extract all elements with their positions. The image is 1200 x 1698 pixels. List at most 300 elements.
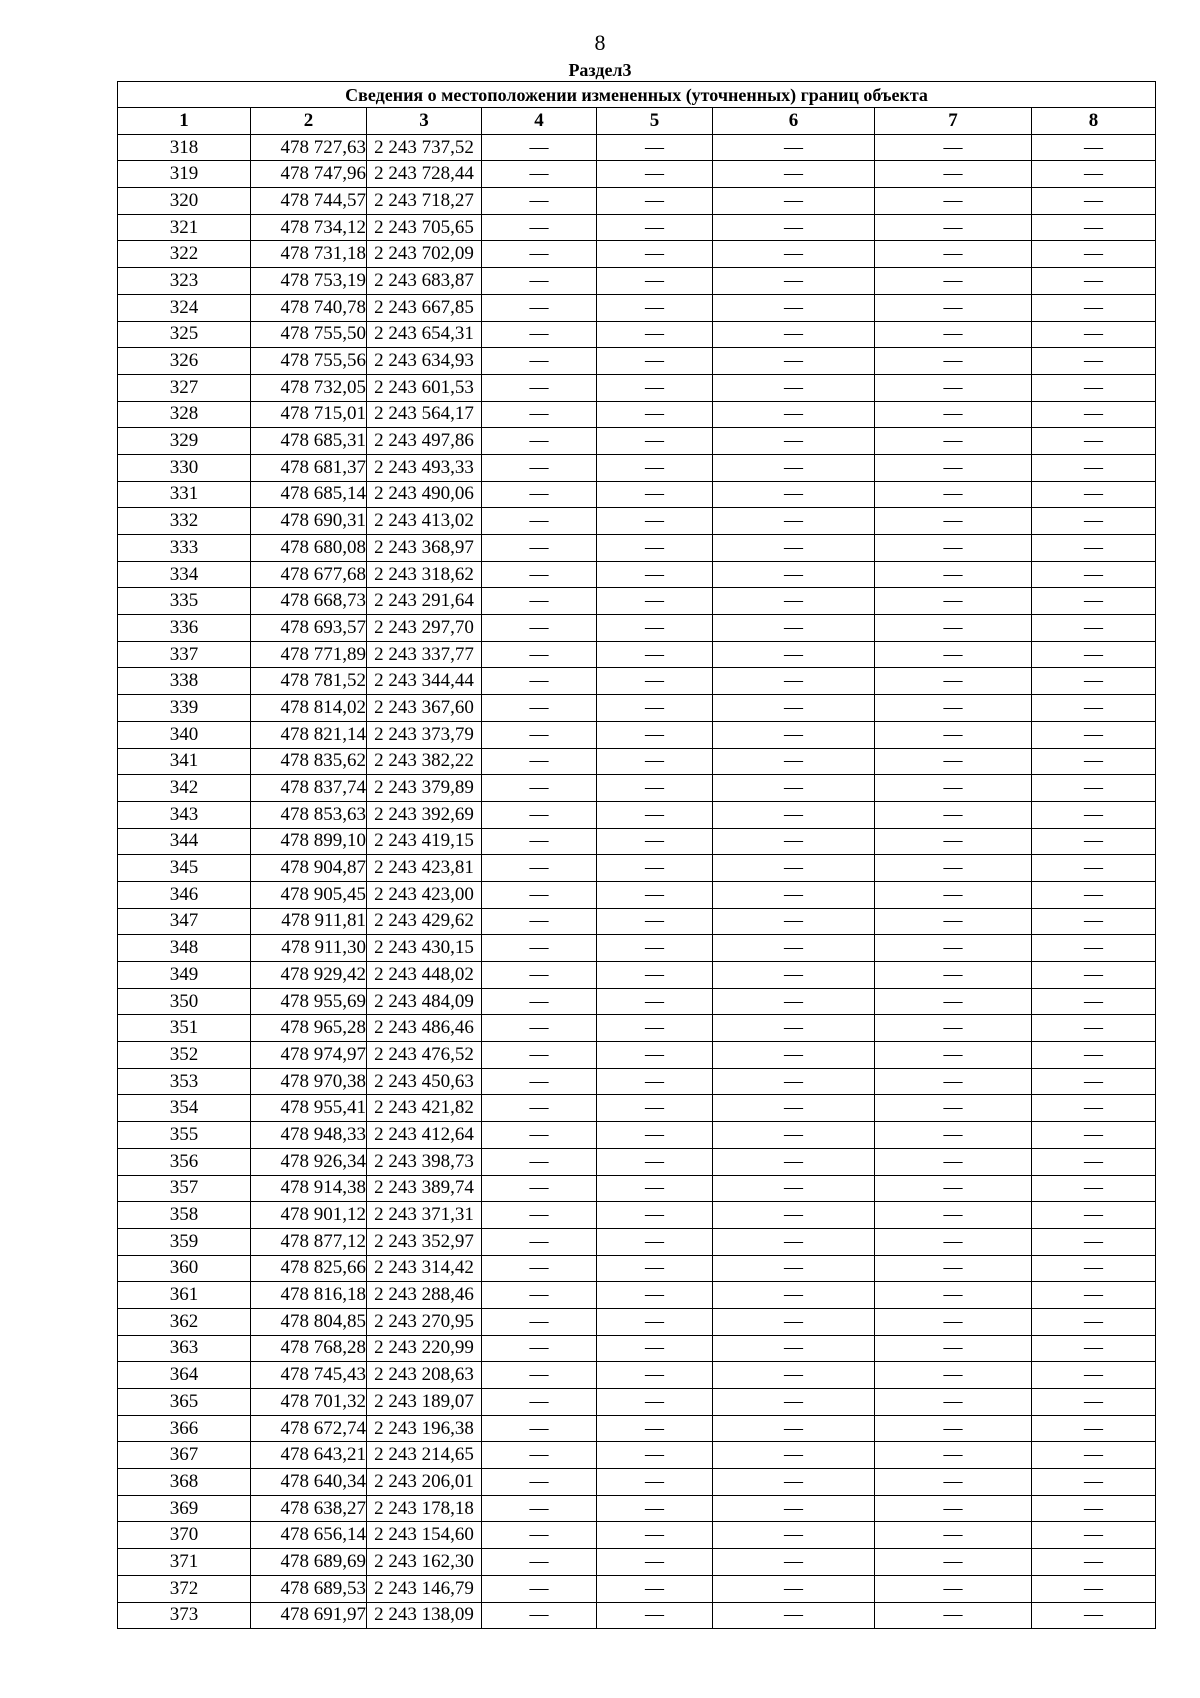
empty-value-cell: — xyxy=(482,214,597,241)
table-row xyxy=(118,1415,1156,1442)
column-header-6: 6 xyxy=(713,108,875,135)
table-row xyxy=(118,454,1156,481)
empty-value-cell: — xyxy=(713,1575,875,1602)
empty-value-cell: — xyxy=(713,908,875,935)
empty-value-cell: — xyxy=(875,561,1032,588)
caption-row xyxy=(118,82,1156,108)
table-row xyxy=(118,1282,1156,1309)
table-row xyxy=(118,721,1156,748)
empty-value-cell: — xyxy=(482,935,597,962)
empty-value-cell: — xyxy=(597,241,713,268)
table-row xyxy=(118,1389,1156,1416)
point-number-cell: 323 xyxy=(118,268,251,295)
y-coordinate-cell: 2 243 490,06 xyxy=(367,481,482,508)
empty-value-cell: — xyxy=(1032,454,1156,481)
empty-value-cell: — xyxy=(597,695,713,722)
point-number-cell: 334 xyxy=(118,561,251,588)
x-coordinate-cell: 478 835,62 xyxy=(251,748,367,775)
x-coordinate-cell: 478 745,43 xyxy=(251,1362,367,1389)
table-row xyxy=(118,641,1156,668)
x-coordinate-cell: 478 926,34 xyxy=(251,1148,367,1175)
point-number-cell: 345 xyxy=(118,855,251,882)
empty-value-cell: — xyxy=(875,588,1032,615)
empty-value-cell: — xyxy=(1032,1522,1156,1549)
point-number-cell: 337 xyxy=(118,641,251,668)
table-row xyxy=(118,1575,1156,1602)
empty-value-cell: — xyxy=(482,1389,597,1416)
empty-value-cell: — xyxy=(713,1335,875,1362)
empty-value-cell: — xyxy=(597,508,713,535)
empty-value-cell: — xyxy=(875,1015,1032,1042)
empty-value-cell: — xyxy=(713,1015,875,1042)
empty-value-cell: — xyxy=(482,748,597,775)
empty-value-cell: — xyxy=(713,1122,875,1149)
point-number-cell: 370 xyxy=(118,1522,251,1549)
point-number-cell: 358 xyxy=(118,1202,251,1229)
empty-value-cell: — xyxy=(875,134,1032,161)
empty-value-cell: — xyxy=(482,1522,597,1549)
y-coordinate-cell: 2 243 421,82 xyxy=(367,1095,482,1122)
empty-value-cell: — xyxy=(597,481,713,508)
point-number-cell: 366 xyxy=(118,1415,251,1442)
empty-value-cell: — xyxy=(875,1442,1032,1469)
empty-value-cell: — xyxy=(875,214,1032,241)
x-coordinate-cell: 478 899,10 xyxy=(251,828,367,855)
y-coordinate-cell: 2 243 705,65 xyxy=(367,214,482,241)
empty-value-cell: — xyxy=(1032,988,1156,1015)
empty-value-cell: — xyxy=(1032,268,1156,295)
table-row xyxy=(118,1228,1156,1255)
empty-value-cell: — xyxy=(482,1042,597,1069)
point-number-cell: 341 xyxy=(118,748,251,775)
y-coordinate-cell: 2 243 412,64 xyxy=(367,1122,482,1149)
table-row xyxy=(118,1175,1156,1202)
empty-value-cell: — xyxy=(1032,561,1156,588)
empty-value-cell: — xyxy=(482,454,597,481)
table-row xyxy=(118,1202,1156,1229)
point-number-cell: 319 xyxy=(118,161,251,188)
empty-value-cell: — xyxy=(713,1095,875,1122)
empty-value-cell: — xyxy=(713,454,875,481)
empty-value-cell: — xyxy=(1032,1148,1156,1175)
empty-value-cell: — xyxy=(482,1575,597,1602)
empty-value-cell: — xyxy=(597,748,713,775)
table-body xyxy=(118,134,1156,1629)
y-coordinate-cell: 2 243 484,09 xyxy=(367,988,482,1015)
empty-value-cell: — xyxy=(482,374,597,401)
empty-value-cell: — xyxy=(875,748,1032,775)
table-row xyxy=(118,508,1156,535)
x-coordinate-cell: 478 755,50 xyxy=(251,321,367,348)
empty-value-cell: — xyxy=(1032,1362,1156,1389)
empty-value-cell: — xyxy=(597,1415,713,1442)
empty-value-cell: — xyxy=(597,828,713,855)
table-row xyxy=(118,188,1156,215)
empty-value-cell: — xyxy=(875,535,1032,562)
empty-value-cell: — xyxy=(875,1495,1032,1522)
table-row xyxy=(118,294,1156,321)
y-coordinate-cell: 2 243 208,63 xyxy=(367,1362,482,1389)
empty-value-cell: — xyxy=(482,268,597,295)
point-number-cell: 325 xyxy=(118,321,251,348)
point-number-cell: 352 xyxy=(118,1042,251,1069)
x-coordinate-cell: 478 768,28 xyxy=(251,1335,367,1362)
empty-value-cell: — xyxy=(482,508,597,535)
table-row xyxy=(118,1495,1156,1522)
empty-value-cell: — xyxy=(1032,321,1156,348)
x-coordinate-cell: 478 677,68 xyxy=(251,561,367,588)
point-number-cell: 357 xyxy=(118,1175,251,1202)
empty-value-cell: — xyxy=(482,1202,597,1229)
empty-value-cell: — xyxy=(713,241,875,268)
empty-value-cell: — xyxy=(1032,1068,1156,1095)
empty-value-cell: — xyxy=(597,134,713,161)
empty-value-cell: — xyxy=(482,801,597,828)
empty-value-cell: — xyxy=(482,321,597,348)
y-coordinate-cell: 2 243 423,00 xyxy=(367,881,482,908)
point-number-cell: 355 xyxy=(118,1122,251,1149)
empty-value-cell: — xyxy=(482,1362,597,1389)
empty-value-cell: — xyxy=(597,268,713,295)
y-coordinate-cell: 2 243 634,93 xyxy=(367,348,482,375)
table-row xyxy=(118,801,1156,828)
table-row xyxy=(118,1335,1156,1362)
empty-value-cell: — xyxy=(1032,721,1156,748)
empty-value-cell: — xyxy=(713,1308,875,1335)
empty-value-cell: — xyxy=(597,1549,713,1576)
empty-value-cell: — xyxy=(482,161,597,188)
empty-value-cell: — xyxy=(597,214,713,241)
empty-value-cell: — xyxy=(875,1469,1032,1496)
empty-value-cell: — xyxy=(1032,294,1156,321)
x-coordinate-cell: 478 747,96 xyxy=(251,161,367,188)
x-coordinate-cell: 478 877,12 xyxy=(251,1228,367,1255)
point-number-cell: 367 xyxy=(118,1442,251,1469)
point-number-cell: 353 xyxy=(118,1068,251,1095)
empty-value-cell: — xyxy=(597,321,713,348)
empty-value-cell: — xyxy=(713,374,875,401)
table-row xyxy=(118,988,1156,1015)
x-coordinate-cell: 478 732,05 xyxy=(251,374,367,401)
x-coordinate-cell: 478 701,32 xyxy=(251,1389,367,1416)
empty-value-cell: — xyxy=(875,294,1032,321)
empty-value-cell: — xyxy=(713,962,875,989)
y-coordinate-cell: 2 243 430,15 xyxy=(367,935,482,962)
empty-value-cell: — xyxy=(482,1015,597,1042)
empty-value-cell: — xyxy=(713,1602,875,1629)
empty-value-cell: — xyxy=(875,1228,1032,1255)
y-coordinate-cell: 2 243 448,02 xyxy=(367,962,482,989)
empty-value-cell: — xyxy=(1032,428,1156,455)
x-coordinate-cell: 478 955,69 xyxy=(251,988,367,1015)
empty-value-cell: — xyxy=(713,508,875,535)
empty-value-cell: — xyxy=(875,1415,1032,1442)
y-coordinate-cell: 2 243 419,15 xyxy=(367,828,482,855)
empty-value-cell: — xyxy=(482,721,597,748)
empty-value-cell: — xyxy=(875,801,1032,828)
x-coordinate-cell: 478 804,85 xyxy=(251,1308,367,1335)
empty-value-cell: — xyxy=(713,1442,875,1469)
empty-value-cell: — xyxy=(1032,641,1156,668)
empty-value-cell: — xyxy=(597,1148,713,1175)
empty-value-cell: — xyxy=(1032,1575,1156,1602)
empty-value-cell: — xyxy=(482,881,597,908)
empty-value-cell: — xyxy=(713,615,875,642)
empty-value-cell: — xyxy=(875,1389,1032,1416)
point-number-cell: 354 xyxy=(118,1095,251,1122)
table-row xyxy=(118,268,1156,295)
empty-value-cell: — xyxy=(1032,935,1156,962)
empty-value-cell: — xyxy=(597,1122,713,1149)
y-coordinate-cell: 2 243 654,31 xyxy=(367,321,482,348)
y-coordinate-cell: 2 243 318,62 xyxy=(367,561,482,588)
empty-value-cell: — xyxy=(1032,801,1156,828)
empty-value-cell: — xyxy=(713,801,875,828)
point-number-cell: 339 xyxy=(118,695,251,722)
empty-value-cell: — xyxy=(597,1362,713,1389)
empty-value-cell: — xyxy=(713,1255,875,1282)
table-row xyxy=(118,481,1156,508)
empty-value-cell: — xyxy=(1032,1122,1156,1149)
empty-value-cell: — xyxy=(482,348,597,375)
empty-value-cell: — xyxy=(482,561,597,588)
empty-value-cell: — xyxy=(597,615,713,642)
empty-value-cell: — xyxy=(713,401,875,428)
empty-value-cell: — xyxy=(482,775,597,802)
table-row xyxy=(118,161,1156,188)
empty-value-cell: — xyxy=(713,1175,875,1202)
empty-value-cell: — xyxy=(875,188,1032,215)
empty-value-cell: — xyxy=(713,721,875,748)
empty-value-cell: — xyxy=(482,294,597,321)
empty-value-cell: — xyxy=(597,188,713,215)
point-number-cell: 322 xyxy=(118,241,251,268)
y-coordinate-cell: 2 243 392,69 xyxy=(367,801,482,828)
empty-value-cell: — xyxy=(597,1015,713,1042)
x-coordinate-cell: 478 974,97 xyxy=(251,1042,367,1069)
x-coordinate-cell: 478 672,74 xyxy=(251,1415,367,1442)
empty-value-cell: — xyxy=(482,1095,597,1122)
table-row xyxy=(118,321,1156,348)
empty-value-cell: — xyxy=(1032,1495,1156,1522)
empty-value-cell: — xyxy=(482,1469,597,1496)
table-row xyxy=(118,1522,1156,1549)
empty-value-cell: — xyxy=(597,1282,713,1309)
x-coordinate-cell: 478 715,01 xyxy=(251,401,367,428)
empty-value-cell: — xyxy=(597,935,713,962)
empty-value-cell: — xyxy=(1032,1175,1156,1202)
empty-value-cell: — xyxy=(713,1549,875,1576)
table-row xyxy=(118,615,1156,642)
empty-value-cell: — xyxy=(597,454,713,481)
empty-value-cell: — xyxy=(597,1389,713,1416)
empty-value-cell: — xyxy=(713,481,875,508)
empty-value-cell: — xyxy=(713,348,875,375)
empty-value-cell: — xyxy=(1032,1442,1156,1469)
empty-value-cell: — xyxy=(1032,668,1156,695)
empty-value-cell: — xyxy=(713,935,875,962)
empty-value-cell: — xyxy=(875,1308,1032,1335)
empty-value-cell: — xyxy=(597,641,713,668)
point-number-cell: 326 xyxy=(118,348,251,375)
empty-value-cell: — xyxy=(875,641,1032,668)
empty-value-cell: — xyxy=(482,1442,597,1469)
empty-value-cell: — xyxy=(713,1415,875,1442)
empty-value-cell: — xyxy=(597,1575,713,1602)
empty-value-cell: — xyxy=(597,1602,713,1629)
empty-value-cell: — xyxy=(1032,1389,1156,1416)
x-coordinate-cell: 478 771,89 xyxy=(251,641,367,668)
empty-value-cell: — xyxy=(1032,1308,1156,1335)
empty-value-cell: — xyxy=(482,1549,597,1576)
empty-value-cell: — xyxy=(875,1335,1032,1362)
y-coordinate-cell: 2 243 162,30 xyxy=(367,1549,482,1576)
empty-value-cell: — xyxy=(482,1175,597,1202)
table-caption: Сведения о местоположении измененных (уточненных) границ объекта xyxy=(118,82,1156,108)
empty-value-cell: — xyxy=(597,161,713,188)
empty-value-cell: — xyxy=(597,1202,713,1229)
point-number-cell: 371 xyxy=(118,1549,251,1576)
point-number-cell: 363 xyxy=(118,1335,251,1362)
empty-value-cell: — xyxy=(1032,1095,1156,1122)
empty-value-cell: — xyxy=(597,1335,713,1362)
empty-value-cell: — xyxy=(597,1175,713,1202)
x-coordinate-cell: 478 814,02 xyxy=(251,695,367,722)
empty-value-cell: — xyxy=(713,1228,875,1255)
y-coordinate-cell: 2 243 423,81 xyxy=(367,855,482,882)
x-coordinate-cell: 478 816,18 xyxy=(251,1282,367,1309)
x-coordinate-cell: 478 955,41 xyxy=(251,1095,367,1122)
empty-value-cell: — xyxy=(482,1495,597,1522)
x-coordinate-cell: 478 853,63 xyxy=(251,801,367,828)
y-coordinate-cell: 2 243 146,79 xyxy=(367,1575,482,1602)
point-number-cell: 336 xyxy=(118,615,251,642)
table-row xyxy=(118,428,1156,455)
empty-value-cell: — xyxy=(875,1175,1032,1202)
empty-value-cell: — xyxy=(597,535,713,562)
empty-value-cell: — xyxy=(1032,1415,1156,1442)
empty-value-cell: — xyxy=(713,535,875,562)
empty-value-cell: — xyxy=(482,962,597,989)
x-coordinate-cell: 478 731,18 xyxy=(251,241,367,268)
empty-value-cell: — xyxy=(1032,962,1156,989)
empty-value-cell: — xyxy=(597,1042,713,1069)
empty-value-cell: — xyxy=(875,668,1032,695)
point-number-cell: 329 xyxy=(118,428,251,455)
empty-value-cell: — xyxy=(482,1282,597,1309)
table-row xyxy=(118,1469,1156,1496)
point-number-cell: 372 xyxy=(118,1575,251,1602)
table-row xyxy=(118,348,1156,375)
column-header-4: 4 xyxy=(482,108,597,135)
y-coordinate-cell: 2 243 154,60 xyxy=(367,1522,482,1549)
empty-value-cell: — xyxy=(875,508,1032,535)
column-header-2: 2 xyxy=(251,108,367,135)
empty-value-cell: — xyxy=(482,1255,597,1282)
empty-value-cell: — xyxy=(597,1522,713,1549)
empty-value-cell: — xyxy=(713,1282,875,1309)
table-row xyxy=(118,1549,1156,1576)
table-row xyxy=(118,775,1156,802)
empty-value-cell: — xyxy=(1032,881,1156,908)
empty-value-cell: — xyxy=(875,1202,1032,1229)
x-coordinate-cell: 478 911,30 xyxy=(251,935,367,962)
table-row xyxy=(118,1442,1156,1469)
point-number-cell: 359 xyxy=(118,1228,251,1255)
table-row xyxy=(118,908,1156,935)
x-coordinate-cell: 478 689,69 xyxy=(251,1549,367,1576)
y-coordinate-cell: 2 243 270,95 xyxy=(367,1308,482,1335)
y-coordinate-cell: 2 243 493,33 xyxy=(367,454,482,481)
empty-value-cell: — xyxy=(875,962,1032,989)
empty-value-cell: — xyxy=(597,1308,713,1335)
empty-value-cell: — xyxy=(482,1308,597,1335)
empty-value-cell: — xyxy=(713,321,875,348)
empty-value-cell: — xyxy=(713,1495,875,1522)
empty-value-cell: — xyxy=(1032,615,1156,642)
empty-value-cell: — xyxy=(713,1522,875,1549)
empty-value-cell: — xyxy=(875,1068,1032,1095)
empty-value-cell: — xyxy=(482,908,597,935)
y-coordinate-cell: 2 243 220,99 xyxy=(367,1335,482,1362)
empty-value-cell: — xyxy=(1032,374,1156,401)
page-number: 8 xyxy=(594,30,606,55)
empty-value-cell: — xyxy=(1032,1228,1156,1255)
empty-value-cell: — xyxy=(482,588,597,615)
y-coordinate-cell: 2 243 371,31 xyxy=(367,1202,482,1229)
y-coordinate-cell: 2 243 367,60 xyxy=(367,695,482,722)
x-coordinate-cell: 478 755,56 xyxy=(251,348,367,375)
table-row xyxy=(118,1095,1156,1122)
empty-value-cell: — xyxy=(597,721,713,748)
point-number-cell: 328 xyxy=(118,401,251,428)
empty-value-cell: — xyxy=(482,134,597,161)
x-coordinate-cell: 478 740,78 xyxy=(251,294,367,321)
empty-value-cell: — xyxy=(1032,241,1156,268)
empty-value-cell: — xyxy=(597,401,713,428)
empty-value-cell: — xyxy=(875,401,1032,428)
empty-value-cell: — xyxy=(713,294,875,321)
empty-value-cell: — xyxy=(597,881,713,908)
point-number-cell: 346 xyxy=(118,881,251,908)
point-number-cell: 356 xyxy=(118,1148,251,1175)
empty-value-cell: — xyxy=(597,561,713,588)
point-number-cell: 349 xyxy=(118,962,251,989)
empty-value-cell: — xyxy=(482,695,597,722)
table-row xyxy=(118,1255,1156,1282)
table-row xyxy=(118,134,1156,161)
x-coordinate-cell: 478 656,14 xyxy=(251,1522,367,1549)
empty-value-cell: — xyxy=(875,695,1032,722)
x-coordinate-cell: 478 643,21 xyxy=(251,1442,367,1469)
point-number-cell: 351 xyxy=(118,1015,251,1042)
table-row xyxy=(118,668,1156,695)
column-header-7: 7 xyxy=(875,108,1032,135)
empty-value-cell: — xyxy=(1032,481,1156,508)
point-number-cell: 350 xyxy=(118,988,251,1015)
x-coordinate-cell: 478 970,38 xyxy=(251,1068,367,1095)
point-number-cell: 348 xyxy=(118,935,251,962)
empty-value-cell: — xyxy=(1032,1202,1156,1229)
point-number-cell: 331 xyxy=(118,481,251,508)
empty-value-cell: — xyxy=(875,454,1032,481)
x-coordinate-cell: 478 685,14 xyxy=(251,481,367,508)
point-number-cell: 342 xyxy=(118,775,251,802)
x-coordinate-cell: 478 821,14 xyxy=(251,721,367,748)
empty-value-cell: — xyxy=(597,1495,713,1522)
empty-value-cell: — xyxy=(713,161,875,188)
point-number-cell: 318 xyxy=(118,134,251,161)
